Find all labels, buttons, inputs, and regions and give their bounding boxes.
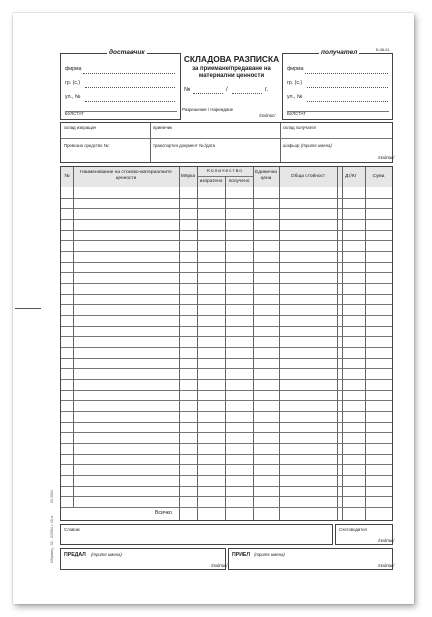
supplier-heading: доставчик xyxy=(109,49,145,56)
document-subtitle-2: материални ценности xyxy=(198,73,265,79)
received-label: ПРИЕЛ xyxy=(232,552,251,558)
total-label: Всичко xyxy=(155,510,172,516)
col-line-9 xyxy=(365,167,366,520)
col-line-7 xyxy=(337,167,338,520)
title-signature-label: /подпис/ xyxy=(259,113,276,118)
number-slash: / xyxy=(226,87,228,93)
col-header-quantity: Количество xyxy=(207,169,243,174)
handed-box xyxy=(60,548,226,570)
vertical-print-code: Образец - 32 - 3/2004 г. 40 л. xyxy=(50,515,54,563)
transport-doc-label: транспортен документ №:/дата xyxy=(153,143,216,148)
words-label: Словом xyxy=(64,527,80,532)
supplier-city-field[interactable] xyxy=(85,87,175,88)
title-block xyxy=(181,53,282,120)
col-header-name: Наименование на стоково-материалните ценности xyxy=(80,170,172,181)
col-line-5 xyxy=(253,167,254,520)
col-header-no: № xyxy=(64,174,70,179)
date-field[interactable] xyxy=(232,93,262,94)
year-label: г. xyxy=(265,87,269,93)
total-row-line xyxy=(61,507,392,508)
supplier-box xyxy=(60,49,181,120)
accountant-signature-label: /подпис/ xyxy=(378,538,395,543)
handed-label: ПРЕДАЛ xyxy=(64,552,86,558)
col-line-2 xyxy=(179,167,180,520)
vehicle-label: Превозно средство №: xyxy=(64,143,110,148)
supplier-street-label: ул., № xyxy=(65,94,81,100)
logistics-divider-1 xyxy=(150,123,151,162)
supplier-company-field[interactable] xyxy=(83,73,175,74)
issuing-warehouse-label: склад изпращач xyxy=(64,125,97,130)
supplier-street-field[interactable] xyxy=(85,101,175,102)
number-label: № xyxy=(184,87,191,93)
supplier-bulstat-label: БУЛСТАТ xyxy=(65,111,84,116)
document-title: СКЛАДОВА РАЗПИСКА xyxy=(183,54,280,64)
number-field[interactable] xyxy=(193,93,223,94)
col-line-8 xyxy=(342,167,343,520)
recipient-city-label: гр. (с.) xyxy=(287,80,303,86)
col-header-dt: Дт/Кт xyxy=(345,174,357,179)
col-header-total: Обща стойност xyxy=(290,174,326,179)
recipient-company-field[interactable] xyxy=(305,73,388,74)
col-line-4 xyxy=(225,176,226,520)
driver-label: шофьор xyxy=(283,143,300,148)
words-box xyxy=(60,524,333,545)
logistics-divider-2 xyxy=(280,123,281,162)
document-subtitle-1: за приемане/предаване на xyxy=(192,66,271,72)
receiving-warehouse-label: склад получател xyxy=(283,125,317,130)
logistics-box xyxy=(60,122,393,163)
recipient-street-field[interactable] xyxy=(307,101,388,102)
handed-signature-label: /подпис/ xyxy=(211,563,228,568)
recipient-city-field[interactable] xyxy=(307,87,388,88)
logistics-signature-label: /подпис/ xyxy=(378,155,395,160)
logistics-row-divider xyxy=(61,138,392,139)
driver-hint: (трите имена) xyxy=(301,143,332,148)
col-header-received: получено xyxy=(228,179,250,184)
receiver-person-label: приемчик xyxy=(153,125,172,130)
supplier-company-label: фирма xyxy=(65,66,82,72)
recipient-bulstat-label: БУЛСТАТ xyxy=(287,111,306,116)
supplier-city-label: гр. (с.) xyxy=(65,80,81,86)
col-header-sum: Сума xyxy=(372,174,385,179)
received-box xyxy=(228,548,393,570)
received-signature-label: /подпис/ xyxy=(378,563,395,568)
col-line-3 xyxy=(197,167,198,520)
accountant-box xyxy=(335,524,393,545)
col-header-price: Единична цена xyxy=(255,170,277,181)
col-line-6 xyxy=(279,167,280,520)
recipient-heading: получател xyxy=(321,49,358,56)
items-table xyxy=(60,166,393,521)
recipient-street-label: ул., № xyxy=(287,94,303,100)
col-line-1 xyxy=(73,167,74,507)
cut-mark xyxy=(15,308,41,309)
document-sheet xyxy=(13,13,414,604)
handed-hint: (трите имена) xyxy=(91,552,122,557)
col-header-unit: Мярка xyxy=(180,174,196,179)
side-print-code: 03.2004 xyxy=(50,490,54,503)
recipient-box xyxy=(282,48,393,120)
received-hint: (трите имена) xyxy=(254,552,285,557)
accountant-label: Счетоводител xyxy=(339,527,367,532)
order-label: Разрешение / Нареждане xyxy=(182,107,234,112)
recipient-code: Б-08-01 xyxy=(376,48,390,52)
supplier-bulstat-line xyxy=(65,111,177,112)
col-header-sent: изпратено xyxy=(199,179,223,184)
recipient-company-label: фирма xyxy=(287,66,304,72)
